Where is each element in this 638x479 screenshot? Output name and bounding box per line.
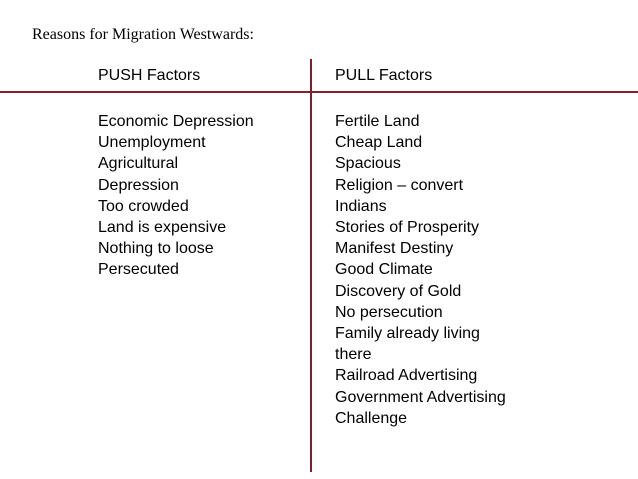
- push-factor-item: Too crowded: [98, 197, 189, 215]
- pull-factor-item: Government Advertising: [335, 388, 506, 406]
- pull-factor-item: there: [335, 346, 372, 364]
- pull-factor-item: Manifest Destiny: [335, 240, 454, 258]
- horizontal-divider: [0, 91, 638, 93]
- pull-factor-item: Railroad Advertising: [335, 367, 478, 385]
- pull-factor-item: No persecution: [335, 303, 443, 321]
- pull-factor-item: Discovery of Gold: [335, 282, 462, 300]
- vertical-divider: [310, 59, 312, 472]
- push-factor-item: Unemployment: [98, 134, 206, 152]
- pull-factors-list: [335, 111, 535, 429]
- pull-factor-item: Cheap Land: [335, 134, 423, 152]
- push-factor-item: Persecuted: [98, 261, 179, 279]
- pull-factors-heading: PULL Factors: [335, 67, 433, 84]
- pull-factor-item: Family already living: [335, 325, 480, 343]
- pull-factor-item: Fertile Land: [335, 113, 420, 130]
- pull-factor-item: Good Climate: [335, 261, 433, 279]
- pull-factor-item: Spacious: [335, 155, 401, 173]
- push-factors-list: [98, 111, 303, 281]
- pull-factor-item: Challenge: [335, 409, 408, 427]
- push-factor-item: Agricultural: [98, 155, 179, 173]
- push-factor-item: Depression: [98, 176, 179, 194]
- slide-title: Reasons for Migration Westwards:: [32, 26, 254, 43]
- pull-factor-item: Religion – convert: [335, 176, 464, 194]
- push-factor-item: Economic Depression: [98, 113, 254, 130]
- pull-factor-item: Stories of Prosperity: [335, 219, 480, 237]
- push-factors-heading: PUSH Factors: [98, 67, 201, 84]
- push-factor-item: Nothing to loose: [98, 240, 214, 258]
- push-factor-item: Land is expensive: [98, 219, 227, 237]
- pull-factor-item: Indians: [335, 197, 387, 215]
